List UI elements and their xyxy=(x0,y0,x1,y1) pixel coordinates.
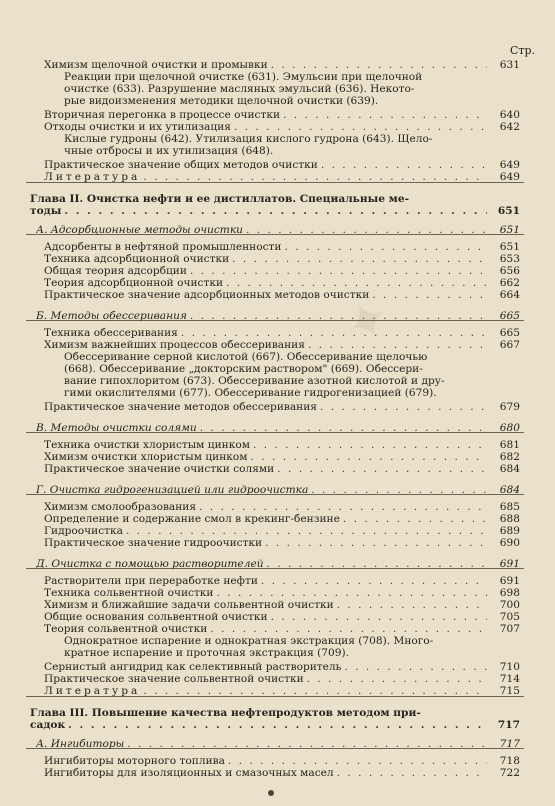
dot-leader xyxy=(284,241,487,253)
dot-leader xyxy=(234,121,487,133)
toc-page-number: 722 xyxy=(499,767,520,779)
dot-leader xyxy=(343,513,487,525)
toc-entry-title: садок xyxy=(30,719,66,731)
toc-entry xyxy=(44,513,520,525)
toc-entry-title: Реакции при щелочной очистке (631). Эмульсии при щелочной xyxy=(64,71,423,83)
toc-entry-title: Химизм щелочной очистки и промывки xyxy=(44,59,268,71)
toc-page-number: 642 xyxy=(499,121,520,133)
toc-page-number: 656 xyxy=(499,265,520,277)
toc-entry-title: Техника сольвентной очистки xyxy=(44,587,214,599)
toc-entry-title: Техника адсорбционной очистки xyxy=(44,253,230,265)
toc-entry-title: очистке (633). Разрушение масляных эмульсий (636). Некото- xyxy=(64,83,415,95)
dot-leader xyxy=(253,439,487,451)
dot-leader xyxy=(246,224,487,236)
toc-text-line xyxy=(30,193,520,205)
toc-entry xyxy=(44,289,520,301)
dot-leader xyxy=(267,558,487,570)
toc-page-number: 688 xyxy=(499,513,520,525)
dot-leader xyxy=(143,685,487,697)
toc-page-number: 717 xyxy=(497,719,520,731)
toc-page-number: 684 xyxy=(499,484,520,496)
toc-entry-title: Теория адсорбционной очистки xyxy=(44,277,224,289)
toc-text-line xyxy=(64,363,520,375)
toc-page-number: 689 xyxy=(499,525,520,537)
dot-leader xyxy=(265,537,487,549)
dot-leader xyxy=(311,484,487,496)
toc-entry-title: (668). Обессеривание „докторским раствором" (669). Обессери- xyxy=(64,363,423,375)
toc-page-number: 685 xyxy=(499,501,520,513)
toc-page-number: 680 xyxy=(499,422,520,434)
toc-entry xyxy=(44,109,520,121)
toc-entry xyxy=(44,59,520,71)
dot-leader xyxy=(181,327,487,339)
toc-entry-title: Глава II. Очистка нефти и ее дистиллатов. Специальные ме- xyxy=(30,193,410,205)
dot-leader xyxy=(320,401,487,413)
toc-page-number: 682 xyxy=(499,451,520,463)
toc-entry xyxy=(44,685,520,697)
toc-entry xyxy=(44,501,520,513)
toc-page-number: 710 xyxy=(499,661,520,673)
toc-page-number: 715 xyxy=(499,685,520,697)
toc-text-line xyxy=(64,133,520,145)
toc-page-number: 651 xyxy=(497,205,520,217)
toc-entry-title: Химизм и ближайшие задачи сольвентной очистки xyxy=(44,599,334,611)
toc-entry xyxy=(44,339,520,351)
toc-entry xyxy=(44,159,520,171)
toc-text-line xyxy=(64,387,520,399)
toc-entry xyxy=(44,611,520,623)
toc-text-line xyxy=(64,375,520,387)
toc-entry xyxy=(44,767,520,779)
toc-page-number: 653 xyxy=(499,253,520,265)
dot-leader xyxy=(143,171,487,183)
toc-entry-title: Б. Методы обессеривания xyxy=(36,310,187,322)
dot-leader xyxy=(337,767,487,779)
dot-leader xyxy=(283,109,487,121)
toc-entry-title: Практическое значение очистки солями xyxy=(44,463,275,475)
page-column-label: Стр. xyxy=(509,44,535,57)
toc-entry-title: Г. Очистка гидрогенизацией или гидроочистка xyxy=(36,484,309,496)
toc-entry-title: Литература xyxy=(44,685,141,697)
dot-leader xyxy=(337,599,487,611)
toc-entry xyxy=(44,171,520,183)
toc-entry xyxy=(44,587,520,599)
toc-entry xyxy=(36,310,520,322)
toc-entry xyxy=(44,661,520,673)
toc-entry-title: Определение и содержание смол в крекинг-бензине xyxy=(44,513,340,525)
toc-entry-title: Адсорбенты в нефтяной промышленности xyxy=(44,241,282,253)
watermark-stamp: ✦ xyxy=(332,283,403,360)
toc-text-line xyxy=(64,635,520,647)
toc-entry xyxy=(44,121,520,133)
toc-entry-title: Сернистый ангидрид как селективный растворитель xyxy=(44,661,342,673)
toc-entry-title: Растворители при переработке нефти xyxy=(44,575,258,587)
toc-page-number: 665 xyxy=(499,327,520,339)
toc-page-number: 651 xyxy=(499,224,520,236)
toc-page-number: 649 xyxy=(499,171,520,183)
dot-leader xyxy=(271,611,487,623)
toc-entry-title: А. Адсорбционные методы очистки xyxy=(36,224,243,236)
toc-entry xyxy=(44,755,520,767)
toc-text-line xyxy=(64,647,520,659)
toc-entry-title: кратное испарение и проточная экстракция (709). xyxy=(64,647,349,659)
toc-entry-title: Глава III. Повышение качества нефтепродуктов методом при- xyxy=(30,707,421,719)
toc-entry-title: Химизм важнейших процессов обессеривания xyxy=(44,339,305,351)
dot-leader xyxy=(210,623,487,635)
toc-entry xyxy=(44,537,520,549)
toc-text-line xyxy=(64,83,520,95)
toc-page-number: 691 xyxy=(499,558,520,570)
toc-text-line xyxy=(64,95,520,107)
toc-entry-title: Практическое значение гидроочистки xyxy=(44,537,263,549)
toc-entry xyxy=(44,439,520,451)
page-mark xyxy=(268,790,274,796)
toc-text-line xyxy=(64,351,520,363)
toc-page-number: 718 xyxy=(499,755,520,767)
toc-page-number: 664 xyxy=(499,289,520,301)
dot-leader xyxy=(277,463,487,475)
toc-entry-title: гими окислителями (677). Обессеривание гидрогенизацией (679). xyxy=(64,387,437,399)
toc-page-number: 640 xyxy=(499,109,520,121)
toc-page-number: 681 xyxy=(499,439,520,451)
toc-page-number: 684 xyxy=(499,463,520,475)
toc-entry xyxy=(44,623,520,635)
toc-entry-title: Д. Очистка с помощью растворителей xyxy=(36,558,264,570)
toc-entry-title: Обессеривание серной кислотой (667). Обессеривание щелочью xyxy=(64,351,428,363)
toc-page-number: 698 xyxy=(499,587,520,599)
dot-leader xyxy=(228,755,487,767)
toc-entry-title: Химизм смолообразования xyxy=(44,501,197,513)
toc-entry-title: Практическое значение адсорбционных методов очистки xyxy=(44,289,370,301)
toc-entry-title: В. Методы очистки солями xyxy=(36,422,197,434)
toc-entry-title: А. Ингибиторы xyxy=(36,738,125,750)
toc-entry xyxy=(36,422,520,434)
toc-entry xyxy=(44,265,520,277)
toc-entry xyxy=(44,451,520,463)
dot-leader xyxy=(271,59,487,71)
toc-entry-title: Ингибиторы моторного топлива xyxy=(44,755,225,767)
toc-text-line xyxy=(64,71,520,83)
dot-leader xyxy=(226,277,487,289)
toc-entry-title: Техника очистки хлористым цинком xyxy=(44,439,250,451)
toc-entry-title: Химизм очистки хлористым цинком xyxy=(44,451,248,463)
toc-entry xyxy=(36,484,520,496)
dot-leader xyxy=(190,265,487,277)
dot-leader xyxy=(200,422,487,434)
toc-text-line xyxy=(30,707,520,719)
toc-entry xyxy=(44,525,520,537)
toc-page-number: 705 xyxy=(499,611,520,623)
toc-entry xyxy=(30,719,520,731)
toc-entry xyxy=(44,327,520,339)
dot-leader xyxy=(321,159,487,171)
toc-entry-title: Гидроочистка xyxy=(44,525,123,537)
dot-leader xyxy=(344,661,487,673)
toc-entry-title: Практическое значение сольвентной очистки xyxy=(44,673,304,685)
dot-leader xyxy=(251,451,487,463)
toc-entry xyxy=(44,575,520,587)
toc-entry-title: вание гипохлоритом (673). Обессеривание азотной кислотой и дру- xyxy=(64,375,445,387)
toc-entry xyxy=(36,558,520,570)
toc-entry-title: чные отбросы и их утилизация (648). xyxy=(64,145,274,157)
toc-entry xyxy=(44,241,520,253)
toc-page-number: 665 xyxy=(499,310,520,322)
dot-leader xyxy=(126,525,487,537)
toc-entry-title: Общие основания сольвентной очистки xyxy=(44,611,268,623)
toc-page-number: 631 xyxy=(499,59,520,71)
toc-page-number: 691 xyxy=(499,575,520,587)
toc-entry-title: Общая теория адсорбции xyxy=(44,265,187,277)
toc-entry xyxy=(36,224,520,236)
toc-entry-title: Техника обессеривания xyxy=(44,327,178,339)
toc-entry xyxy=(44,599,520,611)
toc-entry-title: Отходы очистки и их утилизация xyxy=(44,121,231,133)
toc-entry-title: тоды xyxy=(30,205,62,217)
toc-entry xyxy=(36,738,520,750)
dot-leader xyxy=(199,501,487,513)
toc-text-line xyxy=(64,145,520,157)
dot-leader xyxy=(307,673,487,685)
toc-entry xyxy=(44,401,520,413)
toc-entry xyxy=(44,277,520,289)
toc-entry-title: Ингибиторы для изоляционных и смазочных масел xyxy=(44,767,334,779)
dot-leader xyxy=(64,205,487,217)
toc-page-number: 717 xyxy=(499,738,520,750)
toc-entry xyxy=(44,463,520,475)
dot-leader xyxy=(261,575,487,587)
toc-entry-title: Однократное испарение и однократная экстракция (708). Много- xyxy=(64,635,434,647)
toc-page-number: 690 xyxy=(499,537,520,549)
toc-entry xyxy=(30,205,520,217)
toc-page-number: 667 xyxy=(499,339,520,351)
toc-page-number: 649 xyxy=(499,159,520,171)
toc-entry-title: рые видоизменения методики щелочной очистки (639). xyxy=(64,95,379,107)
dot-leader xyxy=(127,738,487,750)
toc-page-number: 662 xyxy=(499,277,520,289)
dot-leader xyxy=(308,339,487,351)
toc-entry xyxy=(44,253,520,265)
dot-leader xyxy=(68,719,487,731)
dot-leader xyxy=(232,253,487,265)
dot-leader xyxy=(372,289,487,301)
toc-entry-title: Вторичная перегонка в процессе очистки xyxy=(44,109,281,121)
toc-page-number: 700 xyxy=(499,599,520,611)
toc-entry-title: Кислые гудроны (642). Утилизация кислого гудрона (643). Щело- xyxy=(64,133,433,145)
toc-entry-title: Литература xyxy=(44,171,141,183)
toc-page-number: 707 xyxy=(499,623,520,635)
toc-page-number: 651 xyxy=(499,241,520,253)
toc-page-number: 679 xyxy=(499,401,520,413)
toc-page-number: 714 xyxy=(499,673,520,685)
toc-entry-title: Теория сольвентной очистки xyxy=(44,623,208,635)
toc-entry-title: Практическое значение методов обессеривания xyxy=(44,401,317,413)
toc-entry-title: Практическое значение общих методов очистки xyxy=(44,159,318,171)
dot-leader xyxy=(217,587,488,599)
toc-entry xyxy=(44,673,520,685)
dot-leader xyxy=(190,310,487,322)
